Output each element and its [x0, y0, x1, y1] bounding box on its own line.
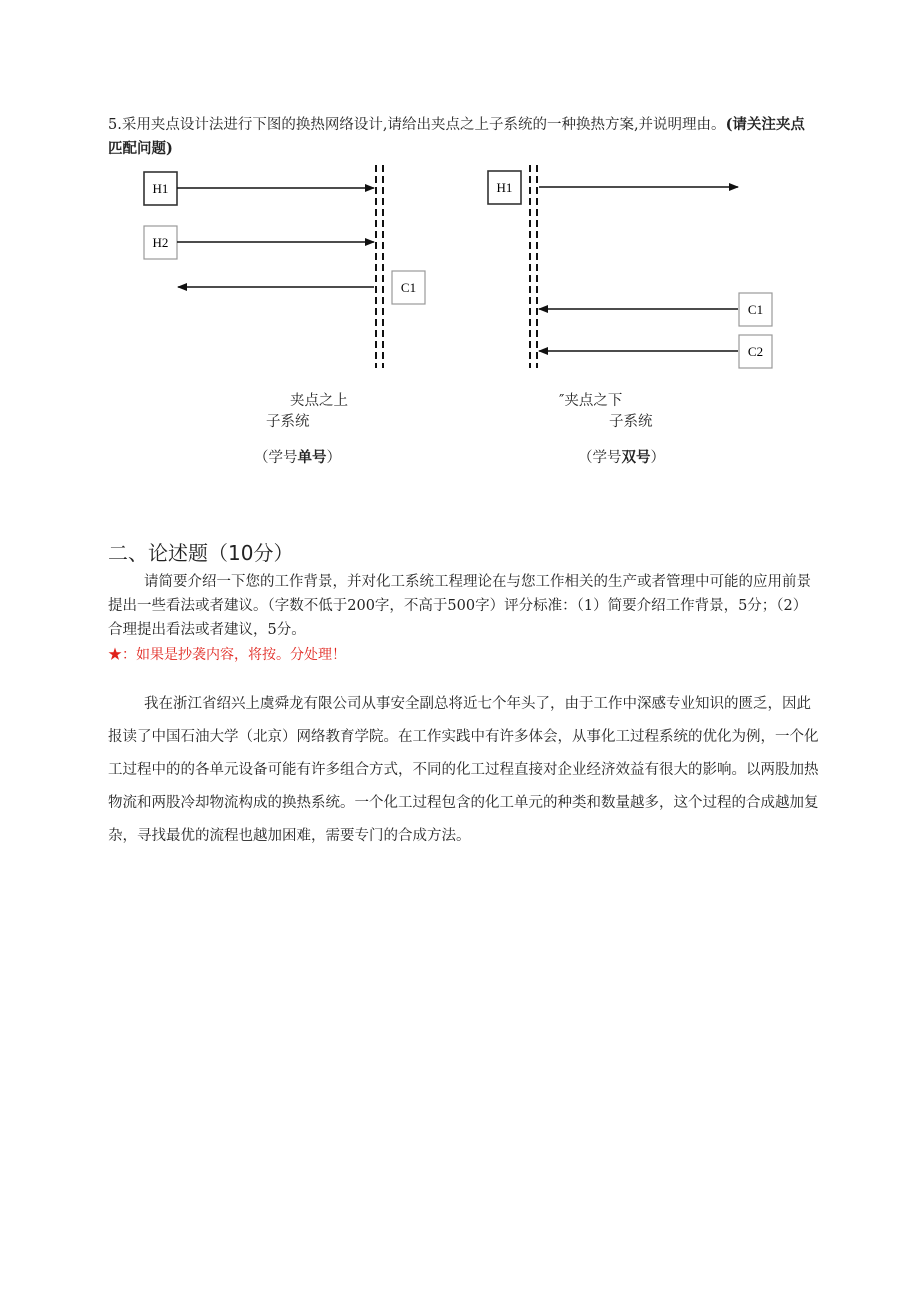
- pinch-line: [530, 165, 537, 368]
- caption-left-line2: 子系统: [266, 414, 310, 430]
- section-2-requirement: 请简要介绍一下您的工作背景，并对化工系统工程理论在与您工作相关的生产或者管理中可能的应用前景提出一些看法或者建议。（字数不低于200字，不高于500字）评分标准：（1）简要介绍工作背景，5分；（2）合理提出看法或者建议，5分。: [108, 574, 811, 638]
- section-2-title: 二、论述题（10分）: [108, 541, 294, 565]
- svg-text:C2: C2: [747, 344, 764, 359]
- caption-right-note: （学号双号）: [578, 449, 665, 466]
- svg-text:H1: H1: [496, 180, 513, 195]
- svg-text:C1: C1: [747, 302, 764, 317]
- question-5-note: (请关注夹点匹配问题): [108, 116, 805, 157]
- question-5-text: 5.采用夹点设计法进行下图的换热网络设计,请给出夹点之上子系统的一种换热方案,并说明理由。: [108, 117, 726, 133]
- stream-h1: [488, 171, 738, 204]
- stream-h1: [144, 172, 374, 205]
- caption-left-note: （学号单号）: [254, 449, 341, 466]
- caption-left-line1: 夹点之上: [290, 393, 348, 409]
- stream-h2: [144, 226, 374, 259]
- svg-text:H1: H1: [152, 181, 169, 196]
- pinch-line: [376, 165, 383, 368]
- diagram-above-pinch: [130, 160, 450, 380]
- caption-right-line1: ″夹点之下: [559, 393, 623, 409]
- diagram-below-pinch: [480, 160, 800, 380]
- svg-text:C1: C1: [400, 280, 417, 295]
- stream-c2: [539, 335, 772, 368]
- essay-answer: 我在浙江省绍兴上虞舜龙有限公司从事安全副总将近七个年头了，由于工作中深感专业知识的匮乏，因此报读了中国石油大学（北京）网络教育学院。在工作实践中有许多体会，从事化工过程系统的优化为例，一个化工过程中的的各单元设备可能有许多组合方式，不同的化工过程直接对企业经济效益有很大的影响。以两股加热物流和两股冷却物流构成的换热系统。一个化工过程包含的化工单元的种类和数量越多，这个过程的合成越加复杂，寻找最优的流程也越加困难，需要专门的合成方法。: [108, 696, 819, 844]
- svg-text:H2: H2: [152, 235, 169, 250]
- caption-right-line2: 子系统: [609, 414, 653, 430]
- stream-c1: [178, 271, 425, 304]
- plagiarism-warning: ★：如果是抄袭内容，将按。分处理！: [108, 647, 346, 663]
- stream-c1: [539, 293, 772, 326]
- question-5: [108, 113, 818, 161]
